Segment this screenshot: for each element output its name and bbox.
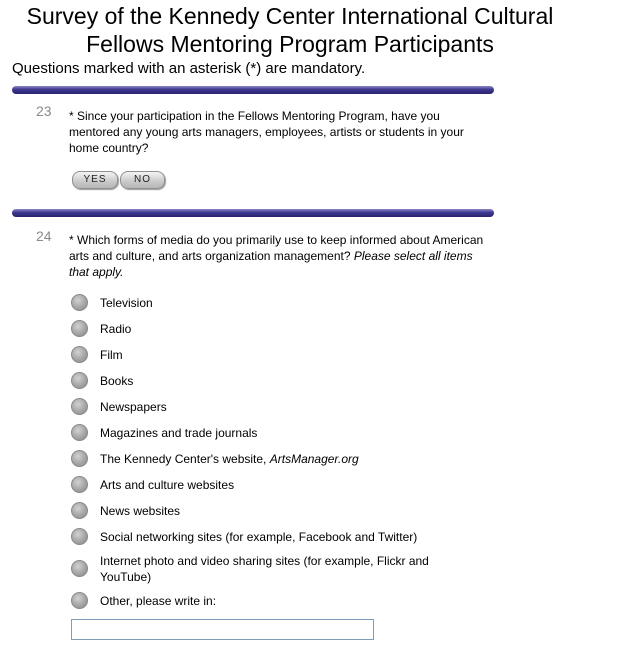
checkbox-icon[interactable] bbox=[71, 372, 88, 389]
checkbox-icon[interactable] bbox=[71, 560, 88, 577]
checkbox-icon[interactable] bbox=[71, 502, 88, 519]
option-label: Books bbox=[100, 374, 134, 388]
option-photo-video-sharing[interactable] bbox=[71, 554, 491, 594]
page-title bbox=[0, 2, 580, 58]
checkbox-icon[interactable] bbox=[71, 450, 88, 467]
checkbox-icon[interactable] bbox=[71, 398, 88, 415]
question-number: 24 bbox=[36, 228, 52, 244]
title-line-1: Survey of the Kennedy Center International Cultural bbox=[26, 3, 554, 29]
checkbox-icon[interactable] bbox=[71, 476, 88, 493]
checkbox-icon[interactable] bbox=[71, 592, 88, 609]
question-divider bbox=[12, 209, 494, 217]
mandatory-note: Questions marked with an asterisk (*) are mandatory. bbox=[12, 60, 366, 77]
option-film[interactable] bbox=[71, 346, 491, 366]
checkbox-icon[interactable] bbox=[71, 424, 88, 441]
question-text bbox=[69, 232, 484, 280]
option-other[interactable] bbox=[71, 592, 491, 612]
option-arts-culture-websites[interactable] bbox=[71, 476, 491, 496]
option-television[interactable] bbox=[71, 294, 491, 314]
no-button[interactable]: NO bbox=[120, 171, 165, 189]
yes-button[interactable]: YES bbox=[72, 171, 118, 189]
checkbox-icon[interactable] bbox=[71, 528, 88, 545]
option-label: News websites bbox=[100, 504, 181, 518]
option-label: Social networking sites (for example, Facebook and Twitter) bbox=[100, 530, 418, 544]
option-label bbox=[100, 451, 470, 467]
option-label-text: The Kennedy Center's website, bbox=[100, 452, 267, 466]
option-label: Film bbox=[100, 348, 123, 362]
option-label: Internet photo and video sharing sites (for example, Flickr and YouTube) bbox=[100, 554, 429, 584]
checkbox-icon[interactable] bbox=[71, 320, 88, 337]
option-newspapers[interactable] bbox=[71, 398, 491, 418]
question-number: 23 bbox=[36, 103, 52, 119]
title-line-2: Fellows Mentoring Program Participants bbox=[86, 31, 494, 57]
option-label: Arts and culture websites bbox=[100, 478, 235, 492]
option-radio[interactable] bbox=[71, 320, 491, 340]
option-label: Magazines and trade journals bbox=[100, 426, 258, 440]
question-text: * Since your participation in the Fellows Mentoring Program, have you mentored any young arts managers, employees, artists or students in your home country? bbox=[69, 109, 464, 155]
option-kennedy-center-website[interactable] bbox=[71, 450, 491, 470]
option-label: Radio bbox=[100, 322, 132, 336]
question-prompt: * Which forms of media do you primarily use to keep informed about American arts and culture, and arts organization management? bbox=[69, 233, 484, 263]
option-books[interactable] bbox=[71, 372, 491, 392]
option-news-websites[interactable] bbox=[71, 502, 491, 522]
option-label: Television bbox=[100, 296, 153, 310]
checkbox-icon[interactable] bbox=[71, 294, 88, 311]
option-label: Other, please write in: bbox=[100, 594, 217, 608]
option-label: Newspapers bbox=[100, 400, 167, 414]
option-magazines[interactable] bbox=[71, 424, 491, 444]
checkbox-icon[interactable] bbox=[71, 346, 88, 363]
question-divider bbox=[12, 86, 494, 94]
option-label-site: ArtsManager.org bbox=[269, 452, 359, 466]
other-write-in-input[interactable] bbox=[71, 619, 374, 640]
option-social-networking[interactable] bbox=[71, 528, 491, 548]
question-instruction: Please select all items that apply. bbox=[69, 249, 473, 279]
